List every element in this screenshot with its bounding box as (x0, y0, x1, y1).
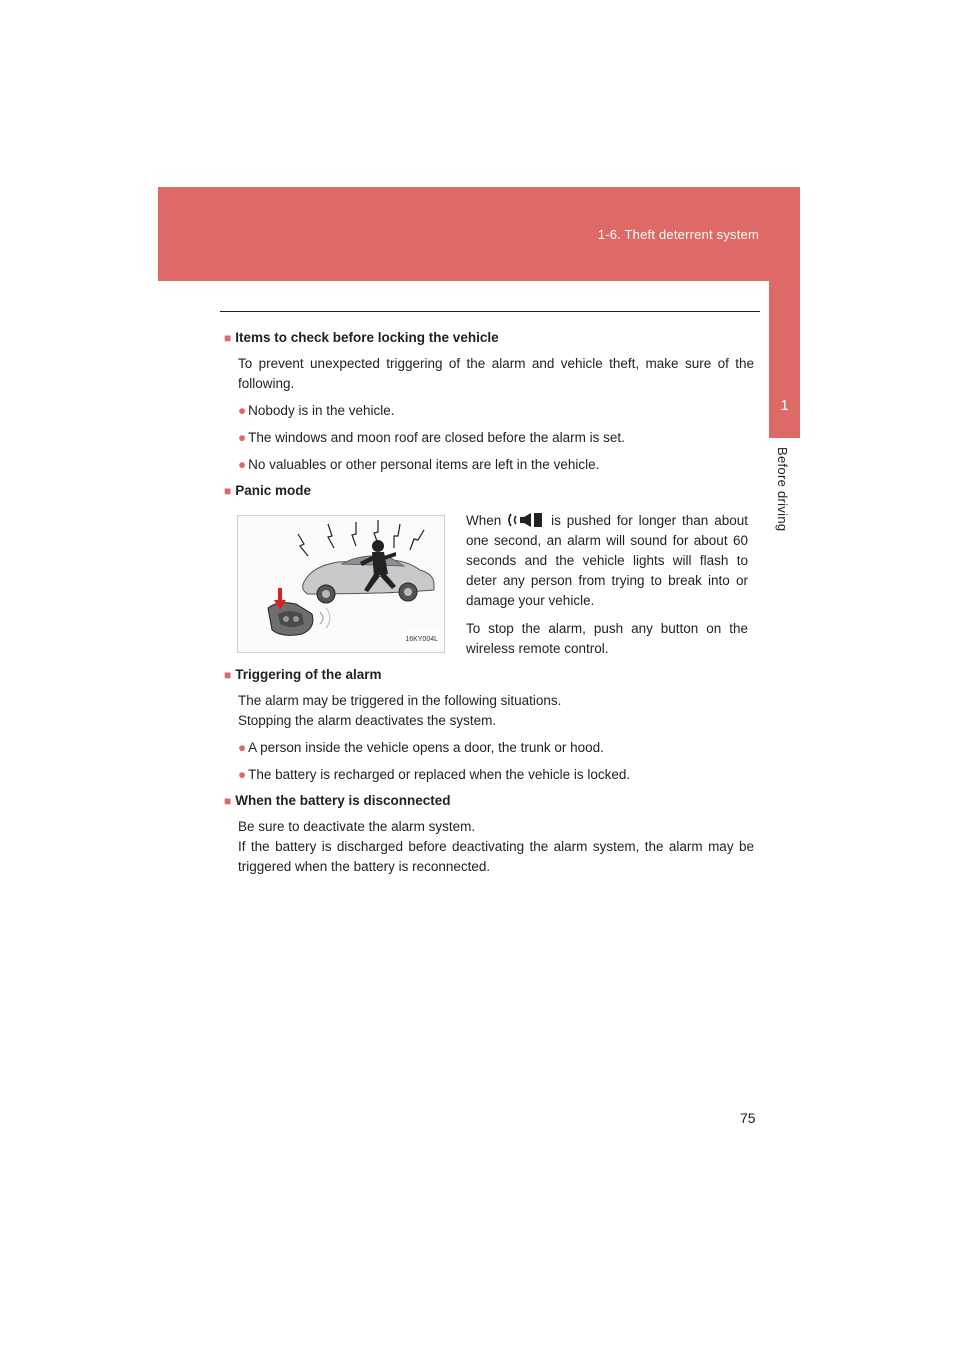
panic-mode-block (224, 505, 754, 665)
header-rule (220, 311, 760, 312)
chapter-tab (769, 281, 800, 438)
section-heading: ■ Triggering of the alarm (224, 667, 382, 682)
list-item: ● The windows and moon roof are closed before the alarm is set. (238, 430, 625, 445)
panic-stop-text: To stop the alarm, push any button on the wireless remote control. (466, 621, 748, 656)
panic-description: When is pushed for longer than about one second, an alarm will sound for about 60 seconds and the vehicle lights will flash to deter any person from trying to break into or damage your vehicle. (466, 513, 748, 608)
list-item: ● Nobody is in the vehicle. (238, 403, 395, 418)
circle-bullet-icon: ● (238, 457, 247, 472)
square-marker-icon: ■ (224, 794, 232, 808)
circle-bullet-icon: ● (238, 767, 247, 782)
circle-bullet-icon: ● (238, 430, 247, 445)
panic-button-icon (507, 511, 545, 529)
section-heading: ■ When the battery is disconnected (224, 793, 451, 808)
section-heading: ■ Panic mode (224, 483, 312, 498)
square-marker-icon: ■ (224, 331, 232, 345)
panic-mode-illustration (237, 515, 445, 653)
chapter-number: 1 (780, 397, 789, 414)
chapter-label: Before driving (775, 447, 790, 532)
circle-bullet-icon: ● (238, 740, 247, 755)
square-marker-icon: ■ (224, 668, 232, 682)
list-item: ● The battery is recharged or replaced when the vehicle is locked. (238, 767, 631, 782)
panic-mode-text (466, 511, 748, 667)
list-item: ● A person inside the vehicle opens a door, the trunk or hood. (238, 740, 604, 755)
section-intro-line: Be sure to deactivate the alarm system. (238, 819, 476, 834)
section-title: 1-6. Theft deterrent system (597, 227, 759, 242)
square-marker-icon: ■ (224, 484, 232, 498)
circle-bullet-icon: ● (238, 403, 247, 418)
section-heading: ■ Items to check before locking the vehicle (224, 330, 499, 345)
page-content (224, 328, 754, 877)
header-band (158, 187, 800, 281)
illustration-code: 16KY004L (403, 630, 440, 650)
section-intro-line: If the battery is discharged before deactivating the alarm system, the alarm may be triggered when the battery is reconnected. (238, 839, 754, 874)
page-number: 75 (740, 1110, 756, 1126)
section-intro-line: The alarm may be triggered in the following situations. (238, 693, 562, 708)
section-intro-line: Stopping the alarm deactivates the system. (238, 713, 497, 728)
list-item: ● No valuables or other personal items are left in the vehicle. (238, 457, 600, 472)
section-intro: To prevent unexpected triggering of the alarm and vehicle theft, make sure of the following. (238, 356, 754, 391)
